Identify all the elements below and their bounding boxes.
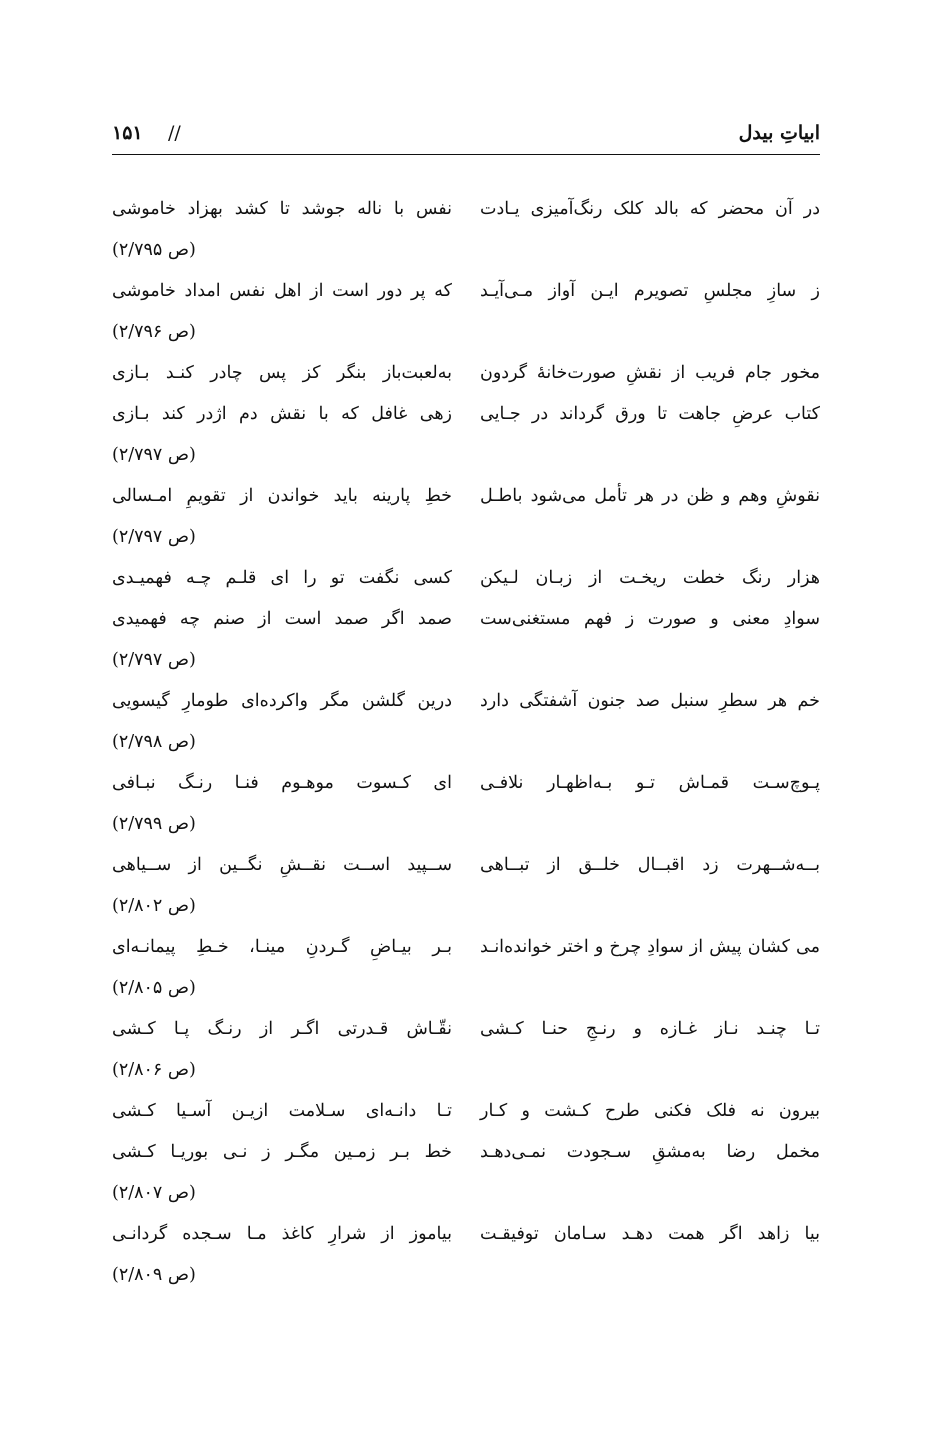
first-hemistich: می کشان پیش از سوادِ چرخ و اختر خوانده‌انـد [480,937,820,957]
book-title: ابیاتِ بیدل [738,122,820,144]
page-reference: (ص ۲/۷۹۶) [112,322,196,342]
reference-line [112,727,820,768]
first-hemistich: هزار رنگ خطت ریخـت از زبـان لـیکن [480,568,820,588]
second-hemistich: خط بـر زمـین مگـر ز نـی بوریـا کـشی [112,1142,452,1162]
header-rule [112,154,820,155]
verse-line [112,1137,820,1178]
verse-line [112,850,820,891]
second-hemistich: زهی غافل که با نقش دم اژدر کند بـازی [112,404,452,424]
verse-line [112,563,820,604]
second-hemistich: نفس با ناله جوشد تا کشد بهزاد خاموشی [112,199,452,219]
second-hemistich: ســپید اســت نقــشِ نگــین از ســیاهی [112,855,452,875]
second-hemistich: تـا دانـه‌ای سـلامت ازیـن آسـیا کـشی [112,1101,452,1121]
second-hemistich: ای کـسوت موهـوم فنـا رنـگ نبـافی [112,773,452,793]
reference-line [112,440,820,481]
verse-line [112,399,820,440]
second-hemistich: به‌لعبت‌باز بنگر کز پس چادر کنـد بـازی [112,363,452,383]
first-hemistich: بیرون نه فلک فکنی طرح کـشت و کـار [480,1101,820,1121]
second-hemistich: کسی نگفت تو را ای قلـم چـه فهمیـدی [112,568,452,588]
first-hemistich: ز سازِ مجلسِ تصویرم ایـن آواز مـی‌آیـد [480,281,820,301]
verse-body [112,194,820,1301]
page-reference: (ص ۲/۸۰۲) [112,896,196,916]
page-reference: (ص ۲/۷۹۹) [112,814,196,834]
page-reference: (ص ۲/۸۰۹) [112,1265,196,1285]
verse-line [112,1014,820,1055]
page-reference: (ص ۲/۷۹۵) [112,240,196,260]
reference-line [112,973,820,1014]
second-hemistich: بیاموز از شرارِ کاغذ مـا سـجده گردانـی [112,1224,452,1244]
page-number: ۱۵۱ [112,122,143,144]
first-hemistich: کتاب عرضِ جاهت تا ورق گرداند در جـایی [480,404,820,424]
reference-line [112,1178,820,1219]
verse-line [112,686,820,727]
page-reference: (ص ۲/۸۰۷) [112,1183,196,1203]
first-hemistich: بیا زاهد اگر همت دهـد سـامان توفیقـت [480,1224,820,1244]
first-hemistich: سوادِ معنی و صورت ز فهم مستغنی‌ست [480,609,820,629]
verse-line [112,276,820,317]
running-header [112,122,820,152]
verse-line [112,932,820,973]
reference-line [112,522,820,563]
first-hemistich: نقوشِ وهم و ظن در هر تأمل می‌شود باطـل [480,486,820,506]
reference-line [112,645,820,686]
first-hemistich: بــه‌شــهرت زد اقبــال خلــق از تبــاهی [480,855,820,875]
first-hemistich: تـا چنـد نـاز غـازه و رنـجِ حنـا کـشی [480,1019,820,1039]
verse-line [112,1096,820,1137]
page-reference: (ص ۲/۷۹۸) [112,732,196,752]
verse-line [112,358,820,399]
first-hemistich: مخمل رضا به‌مشقِ سـجودت نمـی‌دهـد [480,1142,820,1162]
page-reference: (ص ۲/۷۹۷) [112,527,196,547]
second-hemistich: نقّـاش قـدرتی اگـر از رنـگ پـا کـشی [112,1019,452,1039]
second-hemistich: که پر دور است از اهل نفس امداد خاموشی [112,281,452,301]
page-reference: (ص ۲/۸۰۶) [112,1060,196,1080]
verse-line [112,1219,820,1260]
verse-line [112,768,820,809]
reference-line [112,317,820,358]
verse-line [112,481,820,522]
second-hemistich: خطِ پارینه باید خواندن از تقویمِ امـسالی [112,486,452,506]
first-hemistich: خم هر سطرِ سنبل صد جنون آشفتگی دارد [480,691,820,711]
verse-line [112,194,820,235]
header-separator: // [168,122,181,144]
verse-line [112,604,820,645]
first-hemistich: پـوچ‌سـت قمـاش تـو بـه‌اظهـار نلافـی [480,773,820,793]
second-hemistich: درین گلشن مگر واکرده‌ای طومارِ گیسویی [112,691,452,711]
second-hemistich: صمد اگر صمد است از صنم چه فهمیدی [112,609,452,629]
reference-line [112,891,820,932]
reference-line [112,809,820,850]
reference-line [112,1055,820,1096]
second-hemistich: بـر بیـاضِ گـردنِ مینـا، خـطِ پیمانـه‌ای [112,937,452,957]
first-hemistich: در آن محضر که بالد کلک رنگ‌آمیزی یـادت [480,199,820,219]
page-reference: (ص ۲/۷۹۷) [112,445,196,465]
reference-line [112,235,820,276]
first-hemistich: مخور جام فریب از نقشِ صورت‌خانۀ گردون [480,363,820,383]
page-reference: (ص ۲/۷۹۷) [112,650,196,670]
reference-line [112,1260,820,1301]
page-reference: (ص ۲/۸۰۵) [112,978,196,998]
